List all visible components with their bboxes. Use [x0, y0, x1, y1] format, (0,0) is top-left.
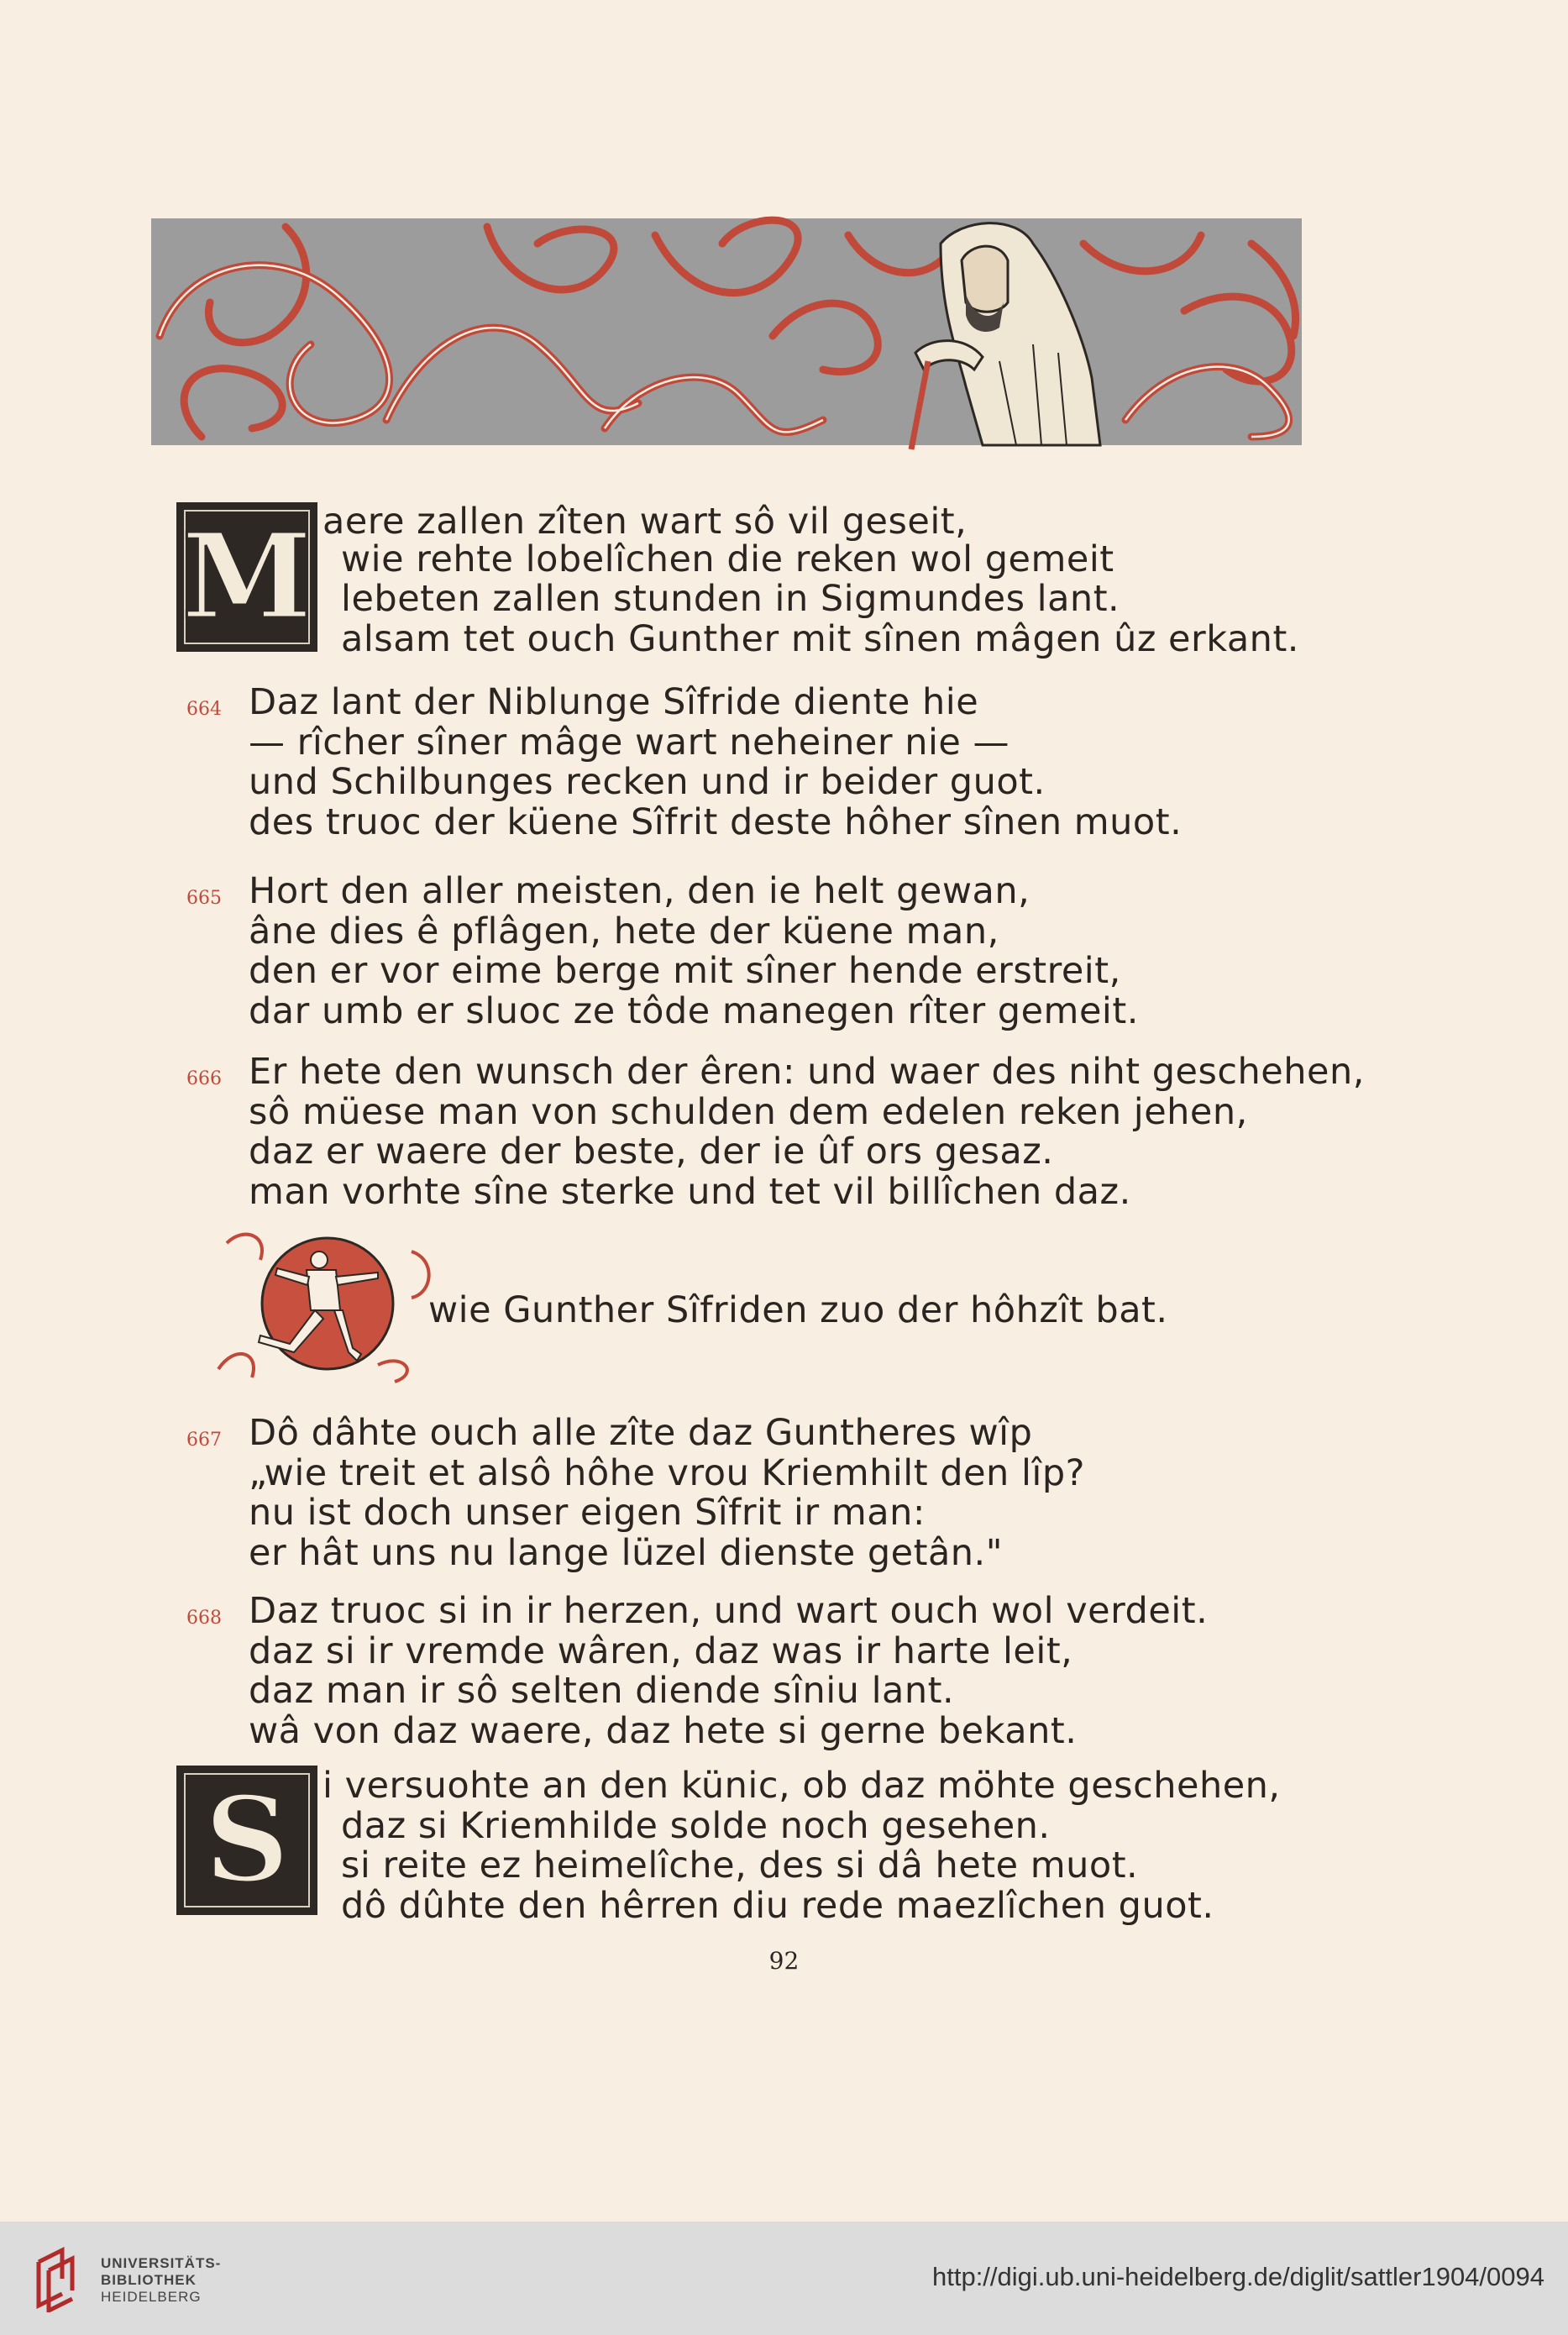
- verse-line: man vorhte sîne sterke und tet vil billîchen daz.: [249, 1171, 1131, 1213]
- stanza-number: 666: [186, 1068, 222, 1089]
- verse-line: wâ von daz waere, daz hete si gerne bekant.: [249, 1710, 1078, 1752]
- verse-line: er hât uns nu lange lüzel dienste getân.": [249, 1532, 1003, 1574]
- verse-line: si reite ez heimelîche, des si dâ hete muot.: [341, 1844, 1139, 1886]
- ornamental-header-vignette: [134, 210, 1319, 454]
- initial-capital-m: M: [176, 502, 317, 652]
- verse-line: i versuohte an den künic, ob daz möhte geschehen,: [323, 1765, 1281, 1807]
- verse-line: Daz truoc si in ir herzen, und wart ouch wol verdeit.: [249, 1590, 1209, 1632]
- verse-line: daz man ir sô selten diende sîniu lant.: [249, 1670, 955, 1712]
- verse-line: daz si Kriemhilde solde noch gesehen.: [341, 1805, 1051, 1847]
- verse-line: den er vor eime berge mit sîner hende erstreit,: [249, 950, 1121, 992]
- institution-name: UNIVERSITÄTS- BIBLIOTHEK HEIDELBERG: [101, 2255, 222, 2305]
- verse-line: Daz lant der Niblunge Sîfride diente hie: [249, 681, 979, 723]
- verse-line: daz si ir vremde wâren, daz was ir harte leit,: [249, 1630, 1073, 1672]
- library-logo-icon: [32, 2245, 89, 2312]
- verse-line: Er hete den wunsch der êren: und waer des niht geschehen,: [249, 1051, 1365, 1093]
- vignette-medallion: [210, 1226, 437, 1386]
- stanza-number: 668: [186, 1608, 222, 1629]
- source-url-link[interactable]: http://digi.ub.uni-heidelberg.de/diglit/sattler1904/0094: [931, 2262, 1544, 2291]
- verse-line: sô müese man von schulden dem edelen reken jehen,: [249, 1091, 1248, 1133]
- verse-line: dô dûhte den hêrren diu rede maezlîchen guot.: [341, 1885, 1214, 1927]
- verse-line: des truoc der küene Sîfrit deste hôher sînen muot.: [249, 801, 1183, 843]
- verse-line: alsam tet ouch Gunther mit sînen mâgen ûz erkant.: [341, 618, 1299, 660]
- verse-line: — rîcher sîner mâge wart neheiner nie —: [249, 721, 1010, 763]
- page-number: 92: [768, 1947, 800, 1975]
- verse-line: Hort den aller meisten, den ie helt gewan,: [249, 870, 1030, 912]
- verse-line: daz er waere der beste, der ie ûf ors gesaz.: [249, 1131, 1054, 1173]
- stanza-number: 664: [186, 699, 222, 720]
- verse-line: und Schilbunges recken und ir beider guot.: [249, 761, 1046, 803]
- footer-bar: [0, 2222, 1568, 2335]
- verse-line: Dô dâhte ouch alle zîte daz Guntheres wîp: [249, 1412, 1033, 1454]
- stanza-number: 665: [186, 888, 222, 909]
- verse-line: nu ist doch unser eigen Sîfrit ir man:: [249, 1492, 926, 1534]
- verse-line: „wie treit et alsô hôhe vrou Kriemhilt den lîp?: [249, 1452, 1085, 1494]
- verse-line: aere zallen zîten wart sô vil geseit,: [323, 501, 968, 543]
- verse-line: dar umb er sluoc ze tôde manegen rîter gemeit.: [249, 990, 1139, 1032]
- stanza-number: 667: [186, 1430, 222, 1451]
- verse-line: lebeten zallen stunden in Sigmundes lant.: [341, 578, 1120, 620]
- verse-line: wie rehte lobelîchen die reken wol gemeit: [341, 538, 1114, 580]
- initial-capital-s: S: [176, 1766, 317, 1915]
- verse-line: âne dies ê pflâgen, hete der küene man,: [249, 910, 999, 952]
- adventure-heading: wie Gunther Sîfriden zuo der hôhzît bat.: [428, 1289, 1168, 1331]
